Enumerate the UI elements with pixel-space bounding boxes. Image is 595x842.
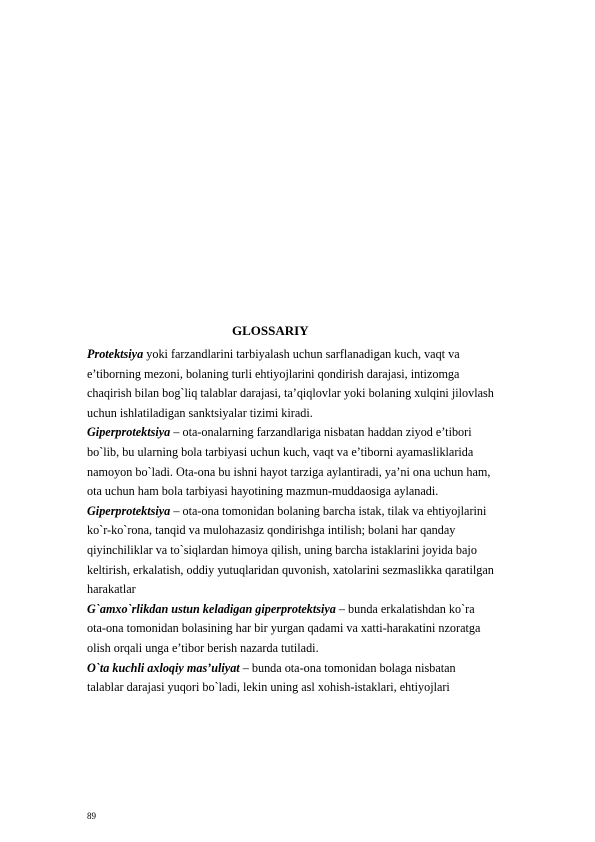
glossary-definition: – ota-onalarning farzandlariga nisbatan haddan ziyod e’tibori	[170, 425, 472, 440]
glossary-line	[87, 639, 555, 659]
glossary-line	[87, 345, 555, 365]
glossary-line	[87, 580, 555, 600]
glossary-definition: talablar darajasi yuqori bo`ladi, lekin uning asl xohish-istaklari, ehtiyojlari	[87, 680, 450, 695]
glossary-line	[87, 404, 555, 424]
glossary-definition: bo`lib, bu ularning bola tarbiyasi uchun kuch, vaqt va e’tiborni ayamasliklarida	[87, 444, 474, 459]
glossary-body	[87, 345, 555, 698]
glossary-line	[87, 365, 555, 385]
glossary-definition: ota-ona tomonidan bolasining har bir yurgan qadami va xatti-harakatini nzoratga	[87, 621, 481, 636]
glossary-term: G`amxo`rlikdan ustun keladigan giperprotektsiya	[87, 601, 336, 616]
glossary-definition: chaqirish bilan bog`liq talablar darajasi, ta’qiqlovlar yoki bolaning xulqini jilovlash	[87, 386, 494, 401]
glossary-definition: ota uchun ham bola tarbiyasi hayotining mazmun-muddaosiga aylanadi.	[87, 484, 439, 499]
glossary-line	[87, 600, 555, 620]
glossary-term: Giperprotektsiya	[87, 503, 171, 518]
glossary-definition: harakatlar	[87, 582, 136, 597]
glossary-line	[87, 384, 555, 404]
glossary-definition: yoki farzandlarini tarbiyalash uchun sarflanadigan kuch, vaqt va	[143, 347, 460, 361]
glossary-definition: – bunda ota-ona tomonidan bolaga nisbatan	[239, 660, 456, 675]
glossary-line	[87, 659, 555, 679]
glossary-line	[87, 521, 555, 541]
glossary-definition: keltirish, erkalatish, oddiy yutuqlaridan quvonish, xatolarini sezmaslikka qaratilgan	[87, 562, 494, 577]
glossary-definition: uchun ishlatiladigan sanktsiyalar tizimi kiradi.	[87, 405, 313, 420]
glossary-term: O`ta kuchli axloqiy mas’uliyat	[87, 660, 240, 675]
glossary-line	[87, 678, 555, 698]
glossary-definition: – bunda erkalatishdan ko`ra	[335, 601, 475, 616]
glossary-definition: ko`r-ko`rona, tanqid va mulohazasiz qondirishga intilish; bolani har qanday	[87, 523, 456, 538]
glossary-definition: olish orqali unga e’tibor berish nazarda tutiladi.	[87, 640, 319, 655]
glossary-line	[87, 463, 555, 483]
page-number: 89	[87, 811, 96, 821]
glossary-term: Protektsiya	[87, 347, 144, 361]
glossary-definition: qiyinchiliklar va to`siqlardan himoya qilish, uning barcha istaklarini joyida bajo	[87, 542, 477, 557]
glossary-line	[87, 482, 555, 502]
glossary-line	[87, 619, 555, 639]
glossary-line	[87, 541, 555, 561]
glossary-term: Giperprotektsiya	[87, 425, 171, 440]
glossary-definition: e’tiborning mezoni, bolaning turli ehtiyojlarini qondirish darajasi, intizomga	[87, 366, 460, 381]
glossary-line	[87, 561, 555, 581]
glossary-line	[87, 423, 555, 443]
glossary-definition: – ota-ona tomonidan bolaning barcha istak, tilak va ehtiyojlarini	[170, 503, 487, 518]
glossary-line	[87, 443, 555, 463]
glossary-line	[87, 502, 555, 522]
glossary-definition: namoyon bo`ladi. Ota-ona bu ishni hayot tarziga aylantiradi, ya’ni ona uchun ham,	[87, 464, 491, 479]
page-title: GLOSSARIY	[232, 323, 309, 338]
